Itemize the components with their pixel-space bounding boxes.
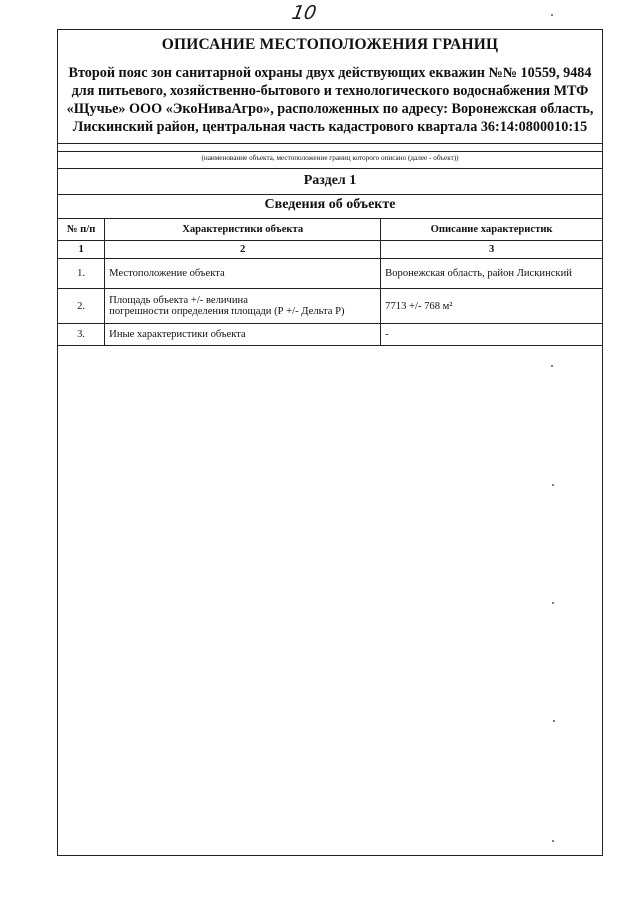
page-number: 10 xyxy=(290,2,319,24)
row-number: 2. xyxy=(58,289,105,324)
column-number: 1 xyxy=(58,241,105,259)
row-characteristic xyxy=(105,324,381,346)
scan-speck xyxy=(552,840,554,842)
scan-speck xyxy=(551,14,553,16)
characteristic-text: Местоположение объекта xyxy=(109,268,225,279)
table-row xyxy=(58,259,603,289)
characteristic-text: Иные характеристики объекта xyxy=(109,329,246,340)
table-row xyxy=(58,324,603,346)
table-row xyxy=(58,289,603,324)
row-characteristic xyxy=(105,259,381,289)
header-characteristic: Характеристики объекта xyxy=(105,219,381,241)
row-value: 7713 +/- 768 м² xyxy=(381,289,603,324)
row-value: - xyxy=(381,324,603,346)
document-frame xyxy=(57,29,603,856)
row-characteristic xyxy=(105,289,381,324)
divider-line xyxy=(58,143,602,144)
divider-line xyxy=(58,168,602,169)
characteristic-text: Площадь объекта +/- величина xyxy=(109,295,248,306)
object-caption: (наименование объекта, местоположение границ которого описано (далее - объект)) xyxy=(201,154,459,162)
section-subtitle: Сведения об объекте xyxy=(264,197,396,212)
object-attributes-table xyxy=(57,218,603,346)
scan-speck xyxy=(551,365,553,367)
row-number: 3. xyxy=(58,324,105,346)
scan-speck xyxy=(552,602,554,604)
row-value: Воронежская область, район Лискинский xyxy=(381,259,603,289)
column-number-row xyxy=(58,241,603,259)
divider-line xyxy=(58,194,602,195)
section-title: Раздел 1 xyxy=(303,173,357,188)
scan-speck xyxy=(553,720,555,722)
table-header-row xyxy=(58,219,603,241)
divider-line xyxy=(58,151,602,152)
row-number: 1. xyxy=(58,259,105,289)
header-number: № п/п xyxy=(58,219,105,241)
scan-speck xyxy=(552,484,554,486)
document-title: ОПИСАНИЕ МЕСТОПОЛОЖЕНИЯ ГРАНИЦ xyxy=(161,36,499,53)
header-description: Описание характеристик xyxy=(381,219,603,241)
characteristic-text: погрешности определения площади (Р +/- Дельта Р) xyxy=(109,306,345,317)
column-number: 2 xyxy=(105,241,381,259)
object-description: Второй пояс зон санитарной охраны двух действующих екважин №№ 10559, 9484 для питьевого, хозяйственно-бытового и технологического водоснабжения МТФ «Щучье» ООО «ЭкоНиваАгро», расположенных по адресу: Воронежская область, Лискинский район, центральная часть кадастрового квартала 36:14:0800010:15 xyxy=(66,65,594,135)
column-number: 3 xyxy=(381,241,603,259)
